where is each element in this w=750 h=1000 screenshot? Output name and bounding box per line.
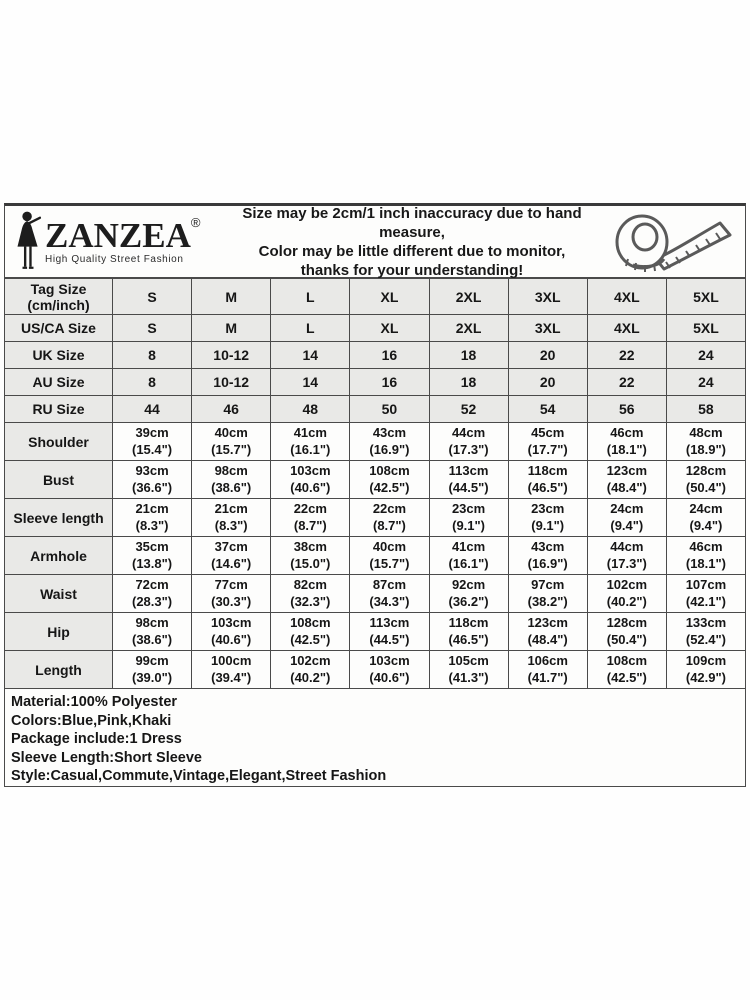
- measurement-cell: 93cm (36.6"): [113, 461, 192, 499]
- measurement-cell: 22cm (8.7"): [271, 499, 350, 537]
- size-value-cell: 18: [429, 369, 508, 396]
- measurement-cell: 40cm (15.7"): [350, 537, 429, 575]
- size-chart-table: [4, 278, 746, 689]
- row-label: RU Size: [5, 396, 113, 423]
- brand-logo: [9, 210, 221, 274]
- measurement-cell: 108cm (42.5"): [350, 461, 429, 499]
- sleeve-length-line: Sleeve Length:Short Sleeve: [11, 749, 202, 766]
- size-value-cell: 14: [271, 369, 350, 396]
- size-value-cell: L: [271, 315, 350, 342]
- row-label: US/CA Size: [5, 315, 113, 342]
- measurement-cell: 43cm (16.9"): [350, 423, 429, 461]
- measuring-tape-icon: [608, 207, 736, 277]
- size-value-cell: 52: [429, 396, 508, 423]
- size-value-cell: 54: [508, 396, 587, 423]
- size-value-cell: L: [271, 279, 350, 315]
- size-value-cell: 16: [350, 342, 429, 369]
- measurement-cell: 105cm (41.3"): [429, 651, 508, 689]
- measurement-cell: 44cm (17.3"): [429, 423, 508, 461]
- measurement-cell: 23cm (9.1"): [508, 499, 587, 537]
- size-value-cell: 46: [192, 396, 271, 423]
- table-row: [5, 423, 746, 461]
- size-value-cell: 3XL: [508, 279, 587, 315]
- measurement-cell: 46cm (18.1"): [666, 537, 745, 575]
- row-label: Shoulder: [5, 423, 113, 461]
- measurement-cell: 106cm (41.7"): [508, 651, 587, 689]
- size-value-cell: 2XL: [429, 315, 508, 342]
- size-value-cell: 22: [587, 369, 666, 396]
- material-line: Material:100% Polyester: [11, 694, 178, 710]
- measurement-cell: 98cm (38.6"): [192, 461, 271, 499]
- size-value-cell: XL: [350, 279, 429, 315]
- size-value-cell: 5XL: [666, 279, 745, 315]
- size-value-cell: M: [192, 279, 271, 315]
- measurement-cell: 97cm (38.2"): [508, 575, 587, 613]
- size-table-body: [5, 279, 746, 689]
- size-value-cell: 24: [666, 342, 745, 369]
- size-value-cell: 20: [508, 369, 587, 396]
- size-value-cell: 22: [587, 342, 666, 369]
- size-value-cell: S: [113, 315, 192, 342]
- measurement-cell: 98cm (38.6"): [113, 613, 192, 651]
- measurement-cell: 118cm (46.5"): [429, 613, 508, 651]
- measurement-cell: 123cm (48.4"): [508, 613, 587, 651]
- disclaimer-line-3: thanks for your understanding!: [300, 261, 524, 279]
- table-row: [5, 342, 746, 369]
- measurement-cell: 72cm (28.3"): [113, 575, 192, 613]
- woman-silhouette-icon: [13, 210, 43, 274]
- measurement-cell: 103cm (40.6"): [271, 461, 350, 499]
- row-label: Length: [5, 651, 113, 689]
- logo-text: [45, 215, 201, 265]
- brand-name: ZANZEA: [45, 216, 191, 255]
- measurement-cell: 37cm (14.6"): [192, 537, 271, 575]
- measurement-cell: 87cm (34.3"): [350, 575, 429, 613]
- size-value-cell: 16: [350, 369, 429, 396]
- registered-trademark: ®: [190, 215, 201, 230]
- disclaimer-line-2: Color may be little different due to monitor,: [258, 242, 566, 260]
- measurement-cell: 108cm (42.5"): [587, 651, 666, 689]
- measurement-cell: 24cm (9.4"): [587, 499, 666, 537]
- size-value-cell: 56: [587, 396, 666, 423]
- measurement-cell: 43cm (16.9"): [508, 537, 587, 575]
- measurement-cell: 108cm (42.5"): [271, 613, 350, 651]
- measurement-cell: 22cm (8.7"): [350, 499, 429, 537]
- measurement-cell: 128cm (50.4"): [666, 461, 745, 499]
- table-row: [5, 499, 746, 537]
- measurement-cell: 77cm (30.3"): [192, 575, 271, 613]
- table-row: [5, 396, 746, 423]
- disclaimer-line-1: Size may be 2cm/1 inch inaccuracy due to hand measure,: [242, 204, 582, 241]
- size-value-cell: 3XL: [508, 315, 587, 342]
- colors-line: Colors:Blue,Pink,Khaki: [11, 712, 172, 729]
- row-label: Tag Size (cm/inch): [5, 279, 113, 315]
- measurement-cell: 107cm (42.1"): [666, 575, 745, 613]
- table-row: [5, 575, 746, 613]
- size-value-cell: 4XL: [587, 315, 666, 342]
- header: [4, 203, 746, 278]
- product-details: [4, 689, 746, 787]
- measurement-cell: 102cm (40.2"): [271, 651, 350, 689]
- table-row: [5, 651, 746, 689]
- measurement-cell: 41cm (16.1"): [271, 423, 350, 461]
- measurement-cell: 113cm (44.5"): [429, 461, 508, 499]
- measurement-cell: 113cm (44.5"): [350, 613, 429, 651]
- measurement-cell: 44cm (17.3"): [587, 537, 666, 575]
- measurement-cell: 100cm (39.4"): [192, 651, 271, 689]
- size-value-cell: 4XL: [587, 279, 666, 315]
- row-label: AU Size: [5, 369, 113, 396]
- size-value-cell: 5XL: [666, 315, 745, 342]
- row-label: Bust: [5, 461, 113, 499]
- measurement-cell: 103cm (40.6"): [192, 613, 271, 651]
- table-row: [5, 315, 746, 342]
- size-value-cell: 10-12: [192, 342, 271, 369]
- size-value-cell: 2XL: [429, 279, 508, 315]
- row-label: Armhole: [5, 537, 113, 575]
- measurement-cell: 24cm (9.4"): [666, 499, 745, 537]
- row-label: Sleeve length: [5, 499, 113, 537]
- size-value-cell: 20: [508, 342, 587, 369]
- size-value-cell: XL: [350, 315, 429, 342]
- size-value-cell: 18: [429, 342, 508, 369]
- style-line: Style:Casual,Commute,Vintage,Elegant,Street Fashion: [11, 768, 387, 785]
- measurement-cell: 46cm (18.1"): [587, 423, 666, 461]
- size-value-cell: 24: [666, 369, 745, 396]
- size-value-cell: M: [192, 315, 271, 342]
- size-value-cell: 8: [113, 342, 192, 369]
- row-label: Waist: [5, 575, 113, 613]
- measurement-cell: 39cm (15.4"): [113, 423, 192, 461]
- measurement-cell: 21cm (8.3"): [113, 499, 192, 537]
- brand-tagline: High Quality Street Fashion: [45, 254, 184, 265]
- table-row: [5, 461, 746, 499]
- measurement-cell: 109cm (42.9"): [666, 651, 745, 689]
- measurement-cell: 102cm (40.2"): [587, 575, 666, 613]
- package-line: Package include:1 Dress: [11, 731, 182, 748]
- measurement-cell: 128cm (50.4"): [587, 613, 666, 651]
- measurement-cell: 38cm (15.0"): [271, 537, 350, 575]
- measurement-cell: 123cm (48.4"): [587, 461, 666, 499]
- size-value-cell: 8: [113, 369, 192, 396]
- row-label: Hip: [5, 613, 113, 651]
- size-value-cell: 58: [666, 396, 745, 423]
- size-value-cell: 44: [113, 396, 192, 423]
- tape-illustration: [603, 207, 741, 277]
- measurement-cell: 103cm (40.6"): [350, 651, 429, 689]
- measurement-cell: 82cm (32.3"): [271, 575, 350, 613]
- measurement-cell: 23cm (9.1"): [429, 499, 508, 537]
- table-row: [5, 613, 746, 651]
- size-value-cell: 10-12: [192, 369, 271, 396]
- size-value-cell: S: [113, 279, 192, 315]
- row-label: UK Size: [5, 342, 113, 369]
- measurement-cell: 133cm (52.4"): [666, 613, 745, 651]
- size-value-cell: 50: [350, 396, 429, 423]
- measurement-cell: 48cm (18.9"): [666, 423, 745, 461]
- size-value-cell: 48: [271, 396, 350, 423]
- size-value-cell: 14: [271, 342, 350, 369]
- measurement-cell: 21cm (8.3"): [192, 499, 271, 537]
- measurement-cell: 92cm (36.2"): [429, 575, 508, 613]
- measurement-cell: 99cm (39.0"): [113, 651, 192, 689]
- size-disclaimer: [221, 204, 603, 280]
- table-row: [5, 369, 746, 396]
- measurement-cell: 35cm (13.8"): [113, 537, 192, 575]
- table-row: [5, 537, 746, 575]
- content-area: [4, 203, 746, 787]
- measurement-cell: 118cm (46.5"): [508, 461, 587, 499]
- measurement-cell: 41cm (16.1"): [429, 537, 508, 575]
- table-row: [5, 279, 746, 315]
- measurement-cell: 40cm (15.7"): [192, 423, 271, 461]
- measurement-cell: 45cm (17.7"): [508, 423, 587, 461]
